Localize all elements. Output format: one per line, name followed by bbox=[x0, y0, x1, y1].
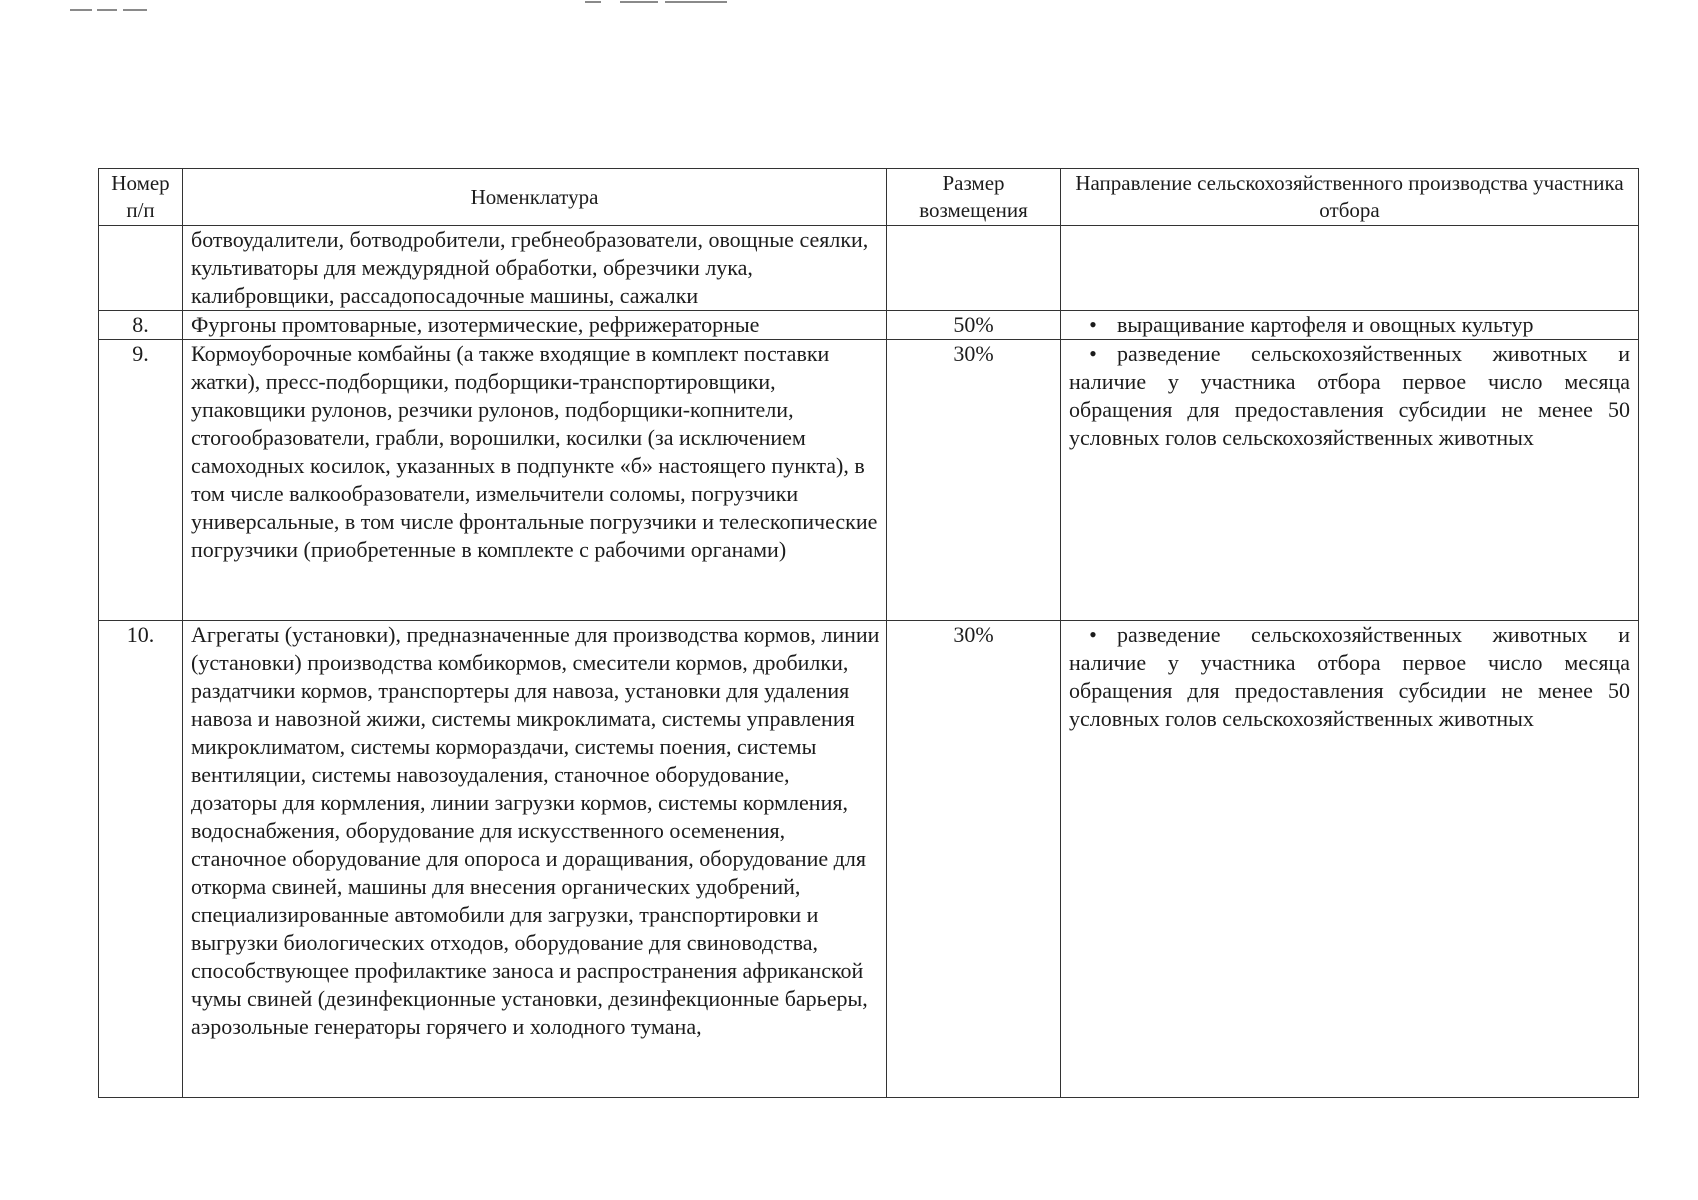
header-size: Размер возмещения bbox=[887, 169, 1061, 226]
row-size bbox=[887, 226, 1061, 311]
table-row bbox=[99, 621, 1639, 1098]
direction-text: разведение сельскохозяйственных животных и наличие у участника отбора первое число месяца обращения для предоставления субсидии не менее 50 условных голов сельскохозяйственных животных bbox=[1069, 622, 1630, 731]
bullet-icon: • bbox=[1089, 622, 1097, 647]
row-size: 30% bbox=[887, 621, 1061, 1098]
scan-artifact-mark bbox=[665, 1, 727, 3]
table-row bbox=[99, 340, 1639, 621]
bullet-icon: • bbox=[1089, 341, 1097, 366]
direction-text: выращивание картофеля и овощных культур bbox=[1117, 312, 1534, 337]
header-row bbox=[99, 169, 1639, 226]
row-number: 8. bbox=[99, 311, 183, 340]
scan-artifact-mark bbox=[123, 9, 147, 11]
scan-artifact-mark bbox=[97, 9, 117, 11]
row-number bbox=[99, 226, 183, 311]
row-direction bbox=[1061, 311, 1639, 340]
row-nomenclature: Агрегаты (установки), предназначенные для производства кормов, линии (установки) производства комбикормов, смесители кормов, дробилки, раздатчики кормов, транспортеры для навоза, установки для удаления навоза и навозной жижи, системы микроклимата, системы управления микроклиматом, системы кормораздачи, системы поения, системы вентиляции, системы навозоудаления, станочное оборудование, дозаторы для кормления, линии загрузки кормов, системы кормления, водоснабжения, оборудование для искусственного осеменения, станочное оборудование для опороса и доращивания, оборудование для откорма свиней, машины для внесения органических удобрений, специализированные автомобили для загрузки, транспортировки и выгрузки биологических отходов, оборудование для свиноводства, способствующее профилактике заноса и распространения африканской чумы свиней (дезинфекционные установки, дезинфекционные барьеры, аэрозольные генераторы горячего и холодного тумана, bbox=[183, 621, 887, 1098]
table-body bbox=[99, 226, 1639, 1098]
bullet-icon: • bbox=[1089, 312, 1097, 337]
row-size: 30% bbox=[887, 340, 1061, 621]
table-row bbox=[99, 311, 1639, 340]
header-num: Номер п/п bbox=[99, 169, 183, 226]
row-direction bbox=[1061, 226, 1639, 311]
header-nomenclature: Номенклатура bbox=[183, 169, 887, 226]
row-nomenclature: ботвоудалители, ботводробители, гребнеобразователи, овощные сеялки, культиваторы для междурядной обработки, обрезчики лука, калибровщики, рассадопосадочные машины, сажалки bbox=[183, 226, 887, 311]
direction-text: разведение сельскохозяйственных животных и наличие у участника отбора первое число месяца обращения для предоставления субсидии не менее 50 условных голов сельскохозяйственных животных bbox=[1069, 341, 1630, 450]
row-direction bbox=[1061, 621, 1639, 1098]
row-direction bbox=[1061, 340, 1639, 621]
scan-artifact-mark bbox=[585, 1, 601, 3]
row-size: 50% bbox=[887, 311, 1061, 340]
row-number: 10. bbox=[99, 621, 183, 1098]
row-number: 9. bbox=[99, 340, 183, 621]
row-nomenclature: Кормоуборочные комбайны (а также входящие в комплект поставки жатки), пресс-подборщики, подборщики-транспортировщики, упаковщики рулонов, резчики рулонов, подборщики-копнители, стогообразователи, грабли, ворошилки, косилки (за исключением самоходных косилок, указанных в подпункте «б» настоящего пункта), в том числе валкообразователи, измельчители соломы, погрузчики универсальные, в том числе фронтальные погрузчики и телескопические погрузчики (приобретенные в комплекте с рабочими органами) bbox=[183, 340, 887, 621]
row-nomenclature: Фургоны промтоварные, изотермические, рефрижераторные bbox=[183, 311, 887, 340]
subsidy-table bbox=[98, 168, 1639, 1098]
scan-artifact-mark bbox=[620, 1, 658, 3]
table-header bbox=[99, 169, 1639, 226]
header-direction: Направление сельскохозяйственного производства участника отбора bbox=[1061, 169, 1639, 226]
table-row bbox=[99, 226, 1639, 311]
scan-artifact-mark bbox=[70, 9, 92, 11]
